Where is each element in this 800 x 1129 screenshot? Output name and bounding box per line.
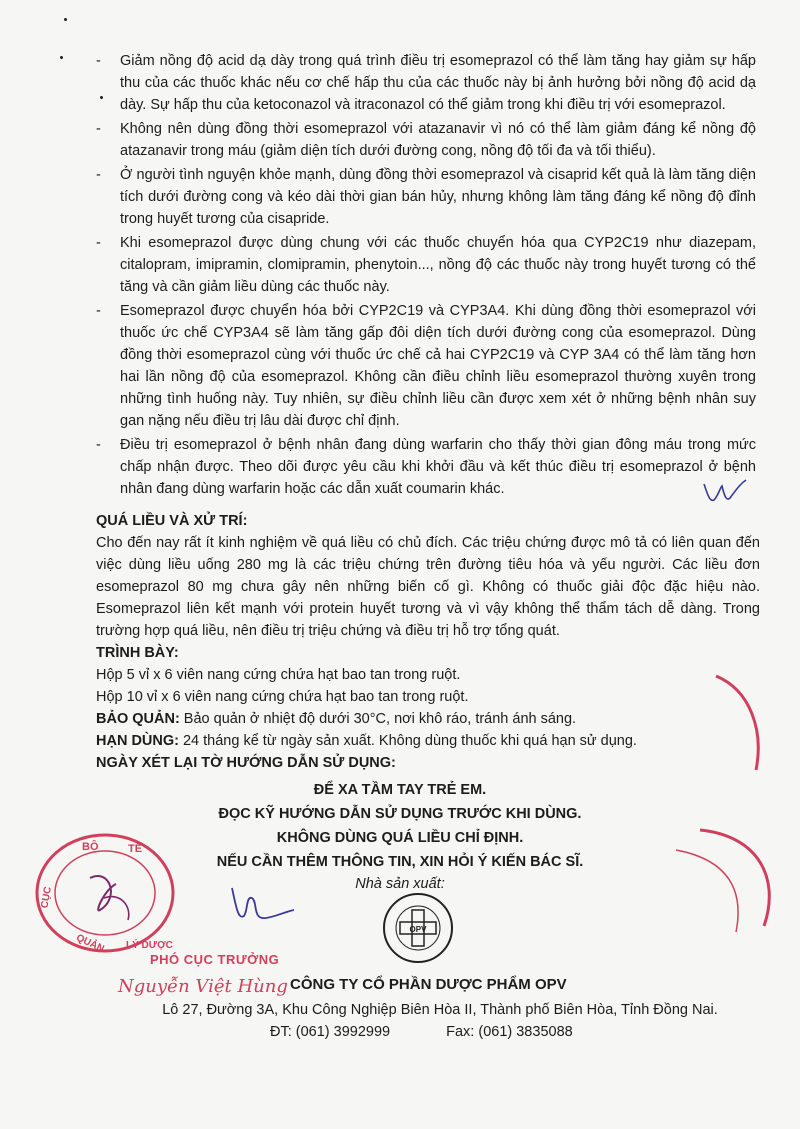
phone-number: ĐT: (061) 3992999 <box>270 1024 391 1040</box>
storage-line: BẢO QUẢN: Bảo quản ở nhiệt độ dưới 30°C, nơi khô ráo, tránh ánh sáng. <box>96 711 577 727</box>
warning-line: ĐỂ XA TẦM TAY TRẺ EM. <box>313 782 487 798</box>
presentation-line: Hộp 10 vỉ x 6 viên nang cứng chứa hạt bao tan trong ruột. <box>96 689 469 705</box>
presentation-heading: TRÌNH BÀY: <box>96 645 179 661</box>
overdose-heading: QUÁ LIỀU VÀ XỬ TRÍ: <box>96 513 248 529</box>
company-contacts <box>270 1024 625 1040</box>
shelf-life-line: HẠN DÙNG: 24 tháng kể từ ngày sản xuất. Không dùng thuốc khi quá hạn sử dụng. <box>96 733 637 749</box>
signature-scribble <box>222 876 302 936</box>
list-item: - Điều trị esomeprazol ở bệnh nhân đang dùng warfarin cho thấy thời gian đông máu trong mức chấp nhận được. Theo dõi được yêu cầu khi khởi đầu và kết thúc điều trị esomeprazol ở bệnh nhân đang dùng warfarin hoặc các dẫn xuất coumarin khác. <box>96 437 756 497</box>
svg-text:OPV: OPV <box>409 925 427 934</box>
list-item: - Esomeprazol được chuyển hóa bởi CYP2C19 và CYP3A4. Khi dùng đồng thời esomeprazol với thuốc ức chế CYP3A4 sẽ làm tăng gấp đôi diện tích dưới đường cong của esomeprazol. Dùng đồng thời esomeprazol cùng với thuốc ức chế cả hai CYP2C19 và CYP 3A4 có thể làm tăng hơn hai lần nồng độ của esomeprazol. Không cần điều chỉnh liều esomeprazol thường xuyên trong những tình huống này. Tuy nhiên, sự điều chỉnh liều cần được xem xét ở những bệnh nhân suy gan nặng nếu điều trị lâu dài được chỉ định. <box>96 303 756 429</box>
interaction-list <box>96 50 756 502</box>
list-item: - Giảm nồng độ acid dạ dày trong quá trình điều trị esomeprazol có thể làm tăng hay giảm sự hấp thu của các thuốc khác nếu cơ chế hấp thu của các thuốc này bị ảnh hưởng bởi nồng độ acid dạ dày. Sự hấp thu của ketoconazol và itraconazol có thể giảm trong khi điều trị với esomeprazol. <box>96 53 756 113</box>
handwritten-initial-mark <box>700 476 750 508</box>
company-name: CÔNG TY CỔ PHẦN DƯỢC PHẨM OPV <box>290 976 567 993</box>
svg-text:TẾ: TẾ <box>128 843 143 855</box>
svg-text:LÝ DƯỢC: LÝ DƯỢC <box>126 940 173 951</box>
fax-number: Fax: (061) 3835088 <box>446 1024 573 1040</box>
overdose-section <box>96 510 760 642</box>
warning-line: KHÔNG DÙNG QUÁ LIỀU CHỈ ĐỊNH. <box>276 830 524 846</box>
overdose-text: Cho đến nay rất ít kinh nghiệm về quá liều có chủ đích. Các triệu chứng được mô tả có liên quan đến việc dùng liều uống 280 mg là các triệu chứng trên đường tiêu hóa và yếu người. Các liều đơn esomeprazol 80 mg chưa gây nên những biến cố gì. Không có thuốc giải độc đặc hiệu nào. Esomeprazol liên kết mạnh với protein huyết tương và vì vậy không thể thẩm tách dễ dàng. Trong trường hợp quá liều, nên điều trị triệu chứng và điều trị hỗ trợ tổng quát. <box>96 535 760 639</box>
warning-line: ĐỌC KỸ HƯỚNG DẪN SỬ DỤNG TRƯỚC KHI DÙNG. <box>218 806 582 822</box>
review-date-heading: NGÀY XÉT LẠI TỜ HƯỚNG DẪN SỬ DỤNG: <box>96 755 396 771</box>
svg-text:CỤC: CỤC <box>39 885 54 910</box>
signer-name: Nguyễn Việt Hùng <box>118 976 288 997</box>
official-stamp <box>30 828 180 958</box>
signer-title: PHÓ CỤC TRƯỞNG <box>150 952 280 967</box>
manufacturer-label: Nhà sản xuất: <box>355 876 445 892</box>
list-item: - Khi esomeprazol được dùng chung với các thuốc chuyển hóa qua CYP2C19 như diazepam, citalopram, imipramin, clomipramin, phenytoin..., nồng độ các thuốc này trong huyết tương có thể tăng và cần giảm liều dùng các thuốc này. <box>96 235 756 295</box>
svg-text:QUẢN: QUẢN <box>74 932 106 955</box>
scan-speck <box>64 18 67 21</box>
presentation-line: Hộp 5 vỉ x 6 viên nang cứng chứa hạt bao tan trong ruột. <box>96 667 461 683</box>
partial-stamp-right <box>640 670 800 950</box>
company-address: Lô 27, Đường 3A, Khu Công Nghiệp Biên Hòa II, Thành phố Biên Hòa, Tỉnh Đồng Nai. <box>162 1002 718 1018</box>
list-item: - Không nên dùng đồng thời esomeprazol với atazanavir vì nó có thể làm giảm đáng kể nồng độ atazanavir trong máu (giảm diện tích dưới đường cong, nồng độ tối đa và tối thiểu). <box>96 121 756 159</box>
list-item: - Ở người tình nguyện khỏe mạnh, dùng đồng thời esomeprazol và cisaprid kết quả là làm tăng diện tích dưới đường cong và kéo dài thời gian bán hủy, nhưng không làm tăng đáng kể nồng độ đỉnh trong huyết tương của cisapride. <box>96 167 756 227</box>
manufacturer-logo <box>380 890 456 966</box>
scan-speck <box>60 56 63 59</box>
svg-text:BỘ: BỘ <box>82 841 99 853</box>
warning-line: NẾU CẦN THÊM THÔNG TIN, XIN HỎI Ý KIẾN BÁC SĨ. <box>216 854 584 870</box>
